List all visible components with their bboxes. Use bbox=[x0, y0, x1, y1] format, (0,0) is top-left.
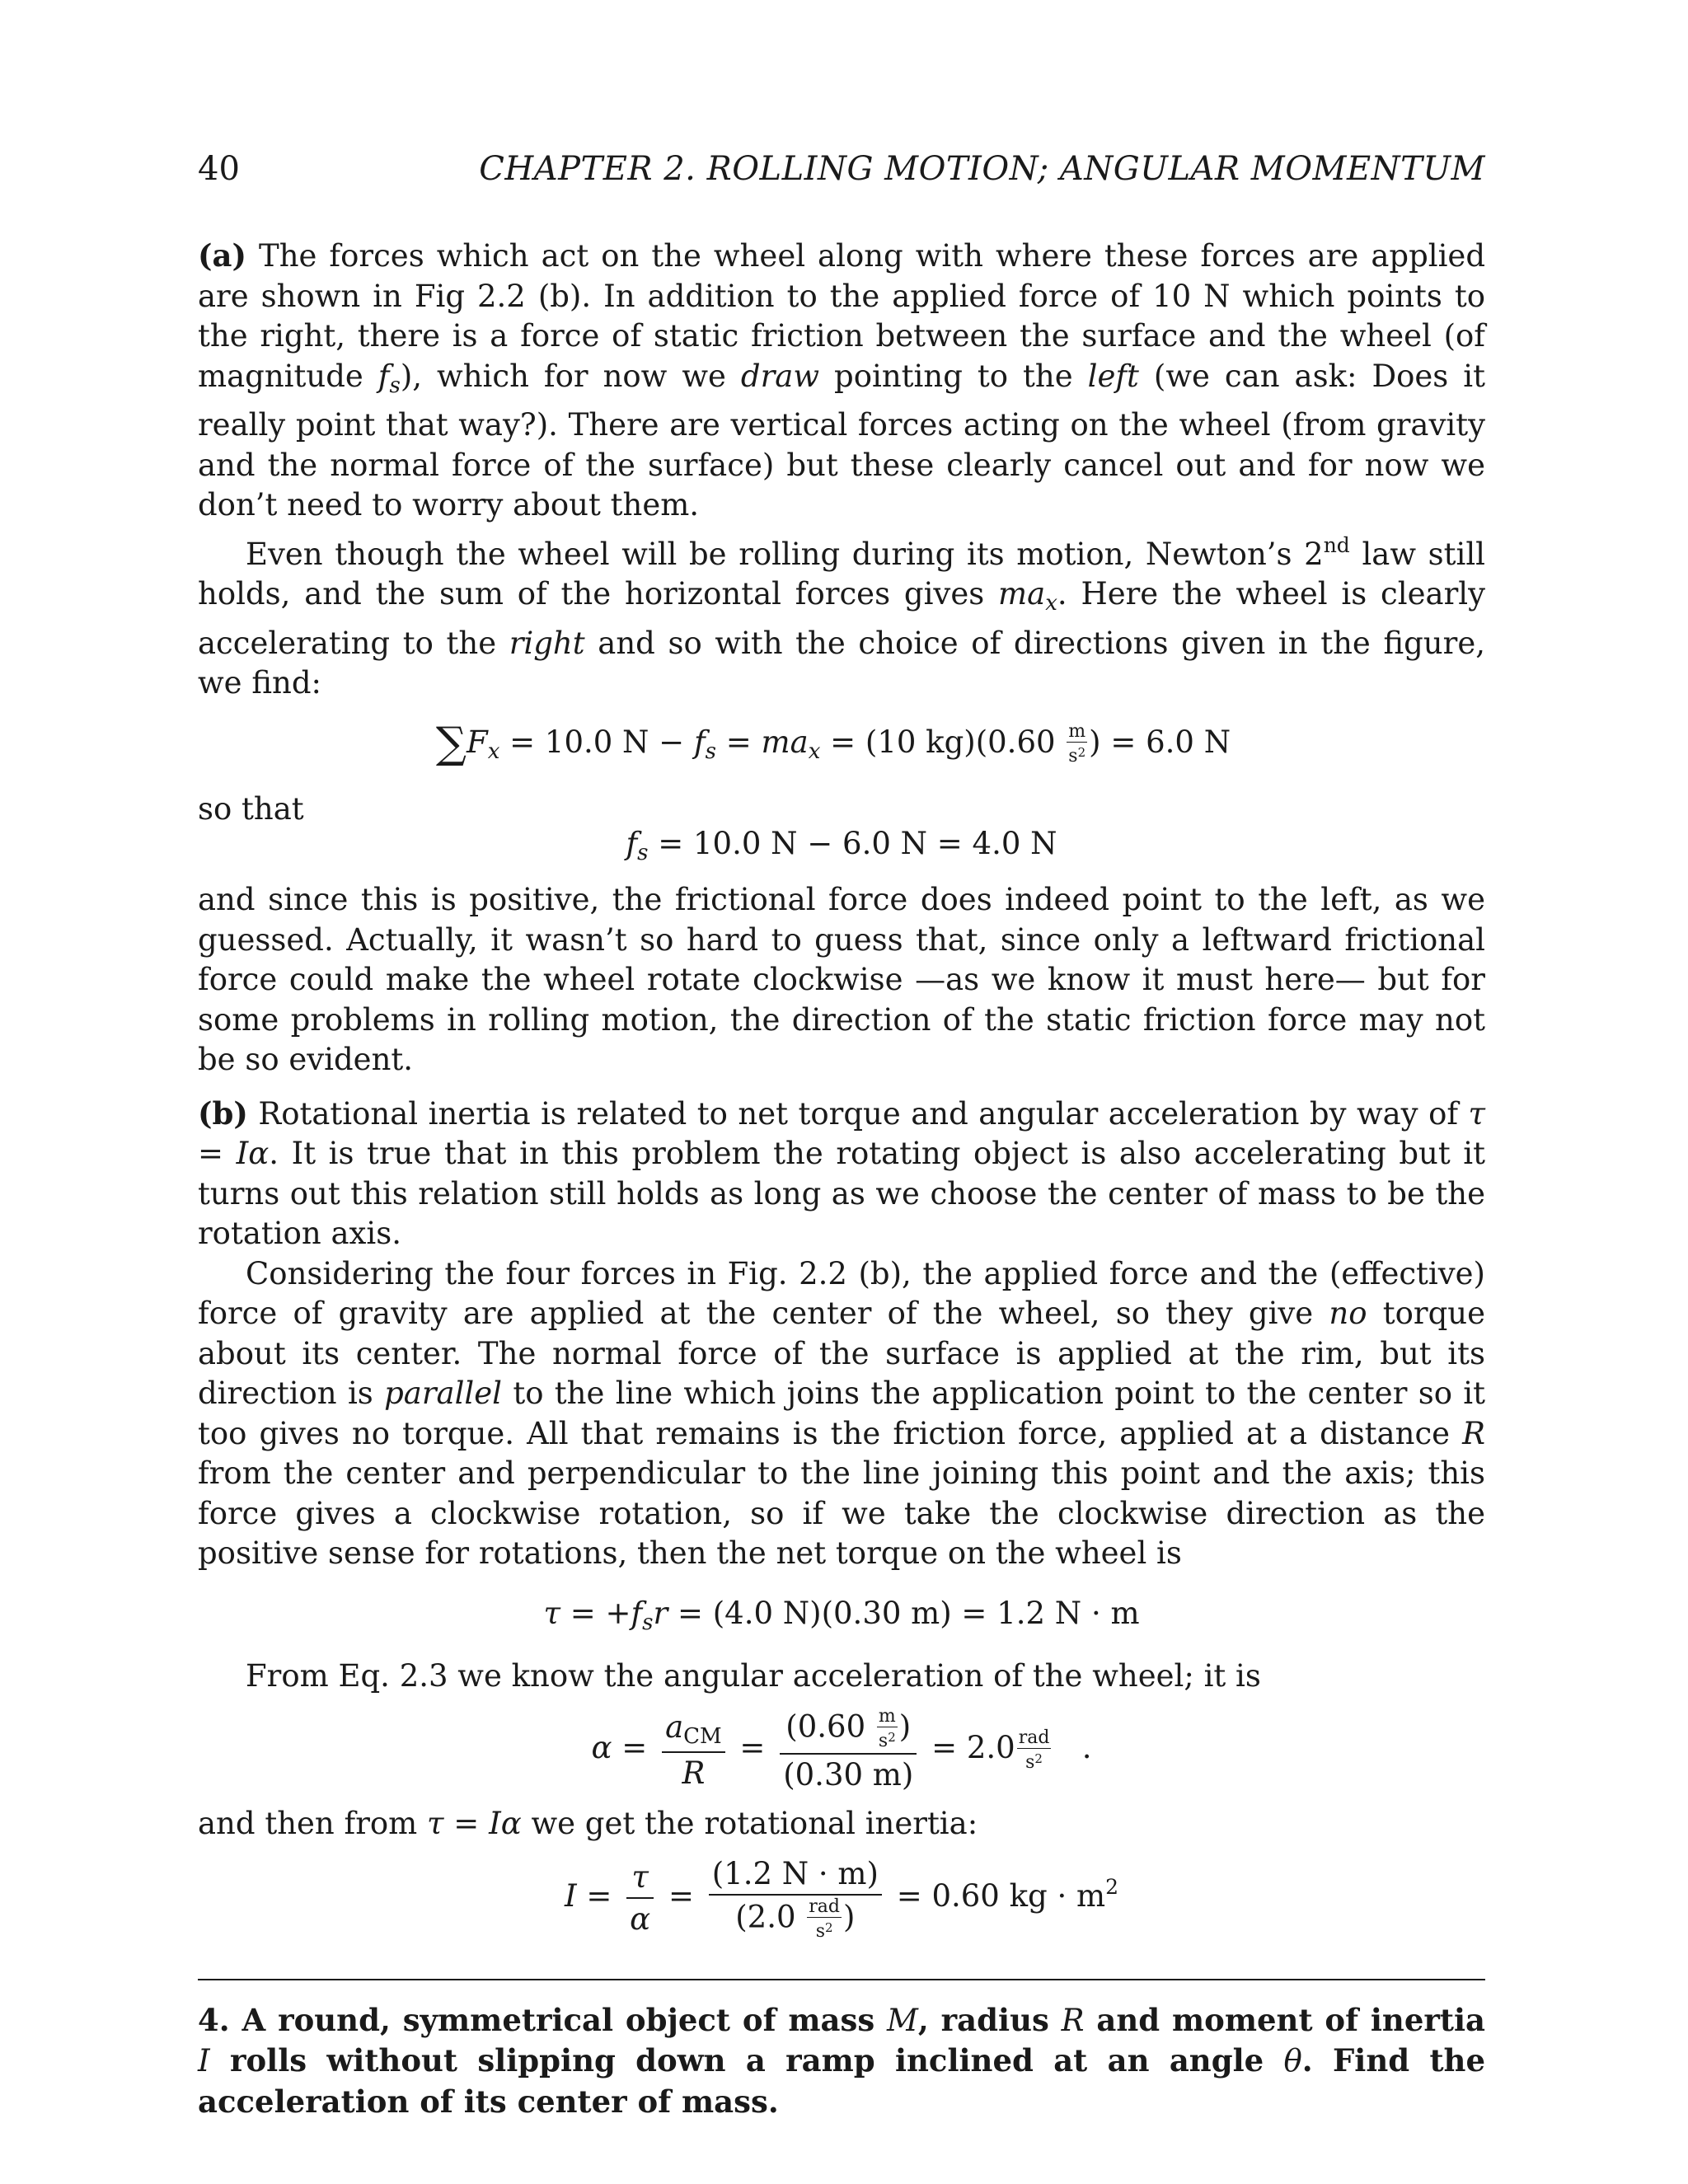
equation-rotational-inertia: I = $\frac{\tau}{\alpha}$ = (1.2 N · m) (2.0 rad $s^2$ ) = 0.60 kg · $m^2$ bbox=[565, 1855, 1118, 1942]
fraction-acm-over-r: $\frac{\text{aCM}}{R}$ bbox=[662, 1709, 725, 1791]
page-number: 40 bbox=[198, 150, 240, 188]
paragraph-b2: Considering the four forces in Fig. 2.2 (b), the applied force and the (effective) force of gravity are applied at the center of the wheel, so they give no torque about its center. The normal force of the surface is applied at the rim, but its direction is parallel to the line which joins the application point to the center so it too gives no torque. All that remains is the friction force, applied at a distance R from the center and perpendicular to the line joining this point and the axis; this force gives a clockwise rotation, so if we take the clockwise direction as the positive sense for rotations, then the net torque on the wheel is bbox=[198, 1255, 1485, 1571]
problem-number: 4. bbox=[198, 2001, 230, 2038]
equation-torque: $\tau = +f_sr = (4.0$ N)(0.30 m) = 1.2 N · m bbox=[543, 1595, 1140, 1635]
unit-m-per-s2: $\frac{m}{s^2}$ bbox=[1068, 721, 1086, 766]
equation-friction: $f_s = 10.0$ N − 6.0 N = 4.0 N bbox=[626, 826, 1057, 865]
paragraph-b4: and then from τ = Iα we get the rotational inertia: bbox=[198, 1806, 978, 1841]
fraction-numeric-alpha: (0.60 $\frac{m}{s^2}$ ) (0.30 m) bbox=[780, 1708, 917, 1793]
part-b-label: (b) bbox=[198, 1094, 248, 1132]
chapter-title: CHAPTER 2. ROLLING MOTION; ANGULAR MOMENTUM bbox=[479, 150, 1485, 188]
paragraph-a3: and since this is positive, the frictional force does indeed point to the left, as we guessed. Actually, it wasn’t so hard to guess that, since only a leftward frictional force could make the wheel rotate clockwise —as we know it must here— but for some problems in rolling motion, the direction of the static friction force may not be so evident. bbox=[198, 882, 1485, 1077]
paragraph-a1: (a) The forces which act on the wheel along with where these forces are applied are shown in Fig 2.2 (b). In addition to the applied force of 10 N which points to the right, there is a force of static friction between the surface and the wheel (of magnitude $f_s$), which for now we draw pointing to the left (we can ask: Does it really point that way?). There are vertical forces acting on the wheel (from gravity and the normal force of the surface) but these clearly cancel out and for now we don’t need to worry about them. bbox=[198, 237, 1486, 523]
problem-4: 4. A round, symmetrical object of mass M, radius R and moment of inertia I rolls without slipping down a ramp inclined at an angle θ. Find the acceleration of its center of mass. bbox=[198, 2001, 1485, 2120]
fraction-numeric-inertia: (1.2 N · m) (2.0 rad $s^2$ ) bbox=[709, 1856, 882, 1941]
equation-angular-acceleration: α = $\frac{\text{aCM}}{R}$ = (0.60 $\frac{m}{s^2}$ ) (0.30 m) = 2.0 rad $s^2$ . bbox=[591, 1706, 1092, 1793]
paragraph-b1: (b) Rotational inertia is related to net torque and angular acceleration by way of τ = Iα. It is true that in this problem the rotating object is also accelerating but it turns out this relation still holds as long as we choose the center of mass to be the rotation axis. bbox=[198, 1094, 1486, 1251]
page bbox=[198, 0, 1485, 2184]
section-divider bbox=[198, 1979, 1485, 1980]
paragraph-b3: From Eq. 2.3 we know the angular acceleration of the wheel; it is bbox=[246, 1657, 1261, 1694]
so-that-text: so that bbox=[198, 790, 304, 827]
unit-rad-per-s2: rad $s^2$ bbox=[1018, 1727, 1050, 1773]
page-body bbox=[198, 236, 1485, 2121]
equation-sum-forces: $\sum F_x = 10.0$ $N - f_s = ma_x = (10$ kg)(0.60 $\frac{m}{s^2}$ ) = 6.0 N bbox=[435, 718, 1231, 768]
running-header bbox=[198, 150, 1485, 191]
fraction-tau-over-alpha: $\frac{\tau}{\alpha}$ bbox=[626, 1859, 654, 1937]
part-a-label: (a) bbox=[198, 237, 246, 274]
paragraph-a2: Even though the wheel will be rolling during its motion, Newton’s 2nd law still holds, and the sum of the horizontal forces gives $ma_x$. Here the wheel is clearly accelerating to the right and so with the choice of directions given in the figure, we find: bbox=[198, 532, 1485, 701]
